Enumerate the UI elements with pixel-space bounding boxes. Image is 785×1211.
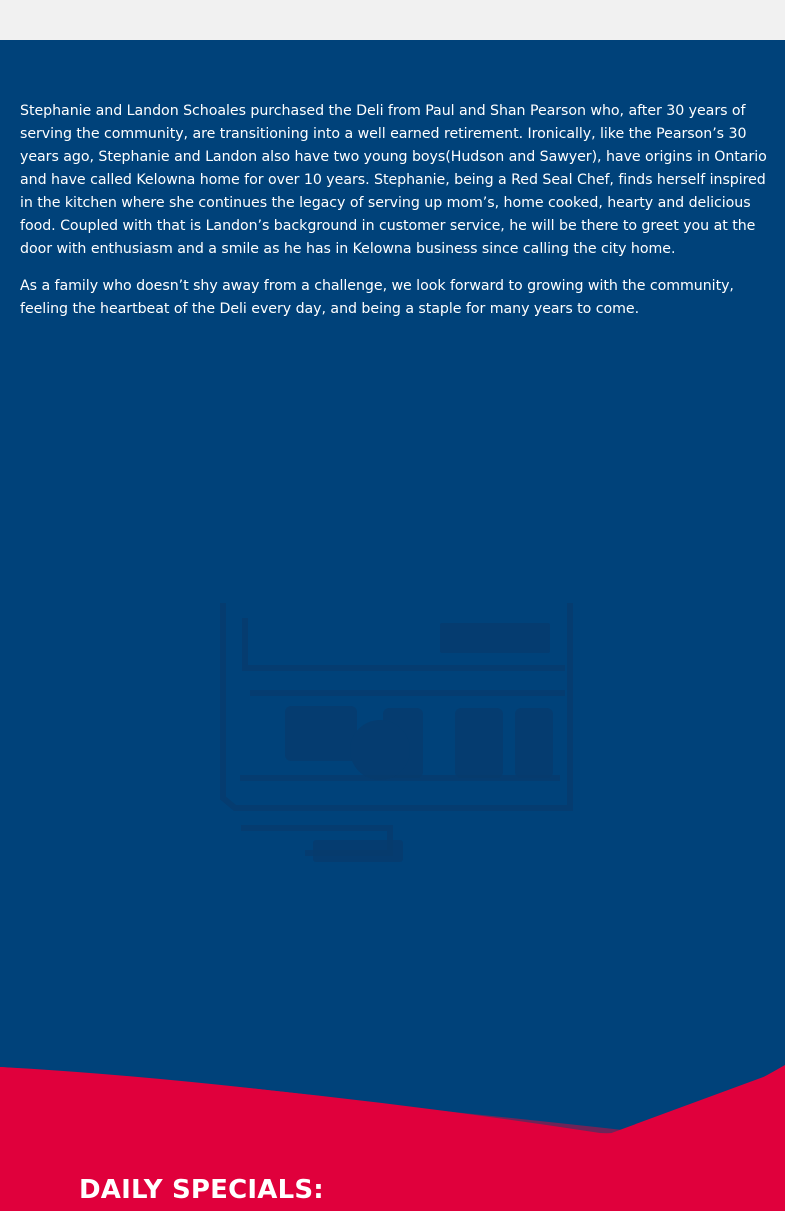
- deli-logo-watermark-icon: [205, 598, 580, 878]
- about-section: [0, 40, 785, 1205]
- about-paragraph-2: As a family who doesn’t shy away from a challenge, we look forward to growing with the community, feeling the heartbeat of the Deli every day, and being a staple for many years to come.: [20, 278, 734, 317]
- about-text: [20, 100, 768, 335]
- top-bar: [0, 0, 785, 40]
- about-paragraph-1: Stephanie and Landon Schoales purchased the Deli from Paul and Shan Pearson who, after 30 years of serving the community, are transitioning into a well earned retirement. Ironically, like the Pearson’s 30 years ago, Stephanie and Landon also have two young boys(Hudson and Sawyer), have origins in Ontario and have called Kelowna home for over 10 years. Stephanie, being a Red Seal Chef, finds herself inspired in the kitchen where she continues the legacy of serving up mom’s, home cooked, hearty and delicious food. Coupled with that is Landon’s background in customer service, he will be there to greet you at the door with enthusiasm and a smile as he has in Kelowna business since calling the city home.: [20, 103, 767, 257]
- daily-specials-heading: DAILY SPECIALS:: [79, 1175, 324, 1205]
